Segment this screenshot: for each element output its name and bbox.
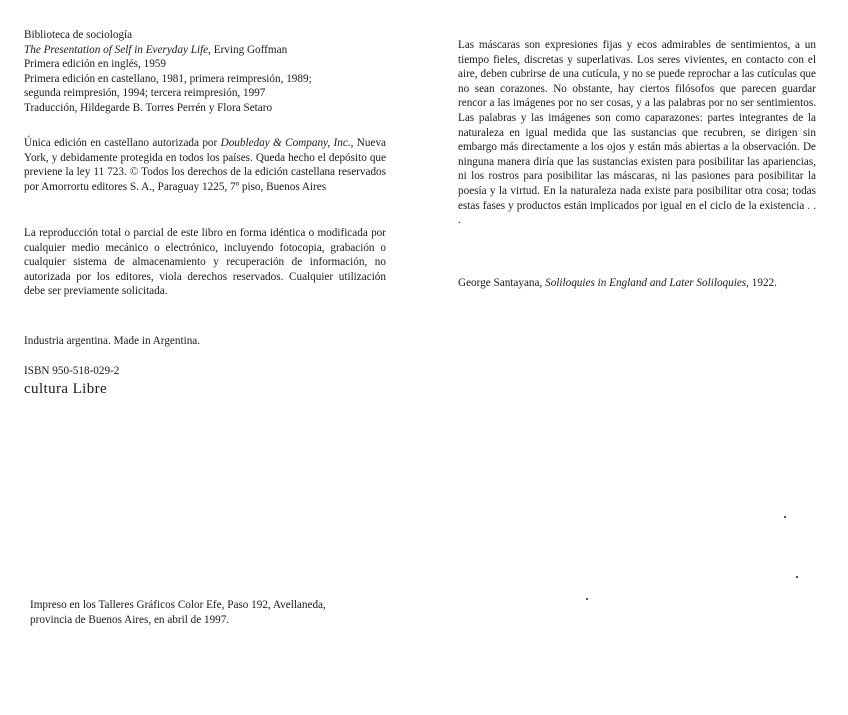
- translation-credit: Traducción, Hildegarde B. Torres Perrén y Flora Setaro: [24, 101, 273, 114]
- industry-text: Industria argentina. Made in Argentina.: [24, 335, 201, 347]
- printer-line-2: provincia de Buenos Aires, en abril de 1997.: [30, 613, 230, 626]
- rights-text-start: Única edición en castellano autorizada por: [24, 137, 221, 149]
- first-edition-english: Primera edición en inglés, 1959: [24, 58, 166, 71]
- attribution-work: Soliloquies in England and Later Soliloquies: [545, 277, 747, 289]
- credits-block: [24, 28, 394, 116]
- isbn-line: [24, 364, 386, 379]
- isbn-text: ISBN 950-518-029-2: [24, 365, 120, 377]
- epigraph-attribution: [458, 276, 816, 291]
- first-edition-spanish: Primera edición en castellano, 1981, primera reimpresión, 1989;: [24, 72, 312, 85]
- printer-line-1: Impreso en los Talleres Gráficos Color Efe, Paso 192, Avellaneda,: [30, 599, 326, 611]
- rights-text-end: , Nueva York, y debidamente protegida en todos los países. Queda hecho el depósito que previene la ley 11 723. © Todos los derechos de la edición castellana reservados por Amorrortu editores S. A., Paraguay 1225, 7º piso, Buenos Aires: [24, 137, 386, 193]
- original-title-line: [24, 43, 394, 58]
- scan-speck: [796, 576, 798, 578]
- author-name: , Erving Goffman: [208, 43, 288, 56]
- attribution-author: George Santayana,: [458, 277, 546, 289]
- original-title: The Presentation of Self in Everyday Life: [24, 43, 209, 56]
- reprint-info: segunda reimpresión, 1994; tercera reimpresión, 1997: [24, 87, 266, 100]
- scan-speck: [586, 598, 588, 600]
- industry-line: [24, 334, 386, 349]
- reproduction-text: La reproducción total o parcial de este libro en forma idéntica o modificada por cualquier medio mecánico o electrónico, incluyendo fotocopia, grabación o cualquier sistema de almacenamiento y recuperación de información, no autorizada por los editores, viola derechos reservados. Cualquier utilización debe ser previamente solicitada.: [24, 227, 386, 298]
- publisher-logo-text: cultura Libre: [24, 381, 108, 397]
- original-publisher: Doubleday & Company, Inc.: [220, 137, 351, 149]
- reproduction-notice: [24, 226, 386, 299]
- printer-colophon: [30, 598, 410, 627]
- collection-name: Biblioteca de sociología: [24, 29, 133, 41]
- epigraph-block: [458, 38, 816, 228]
- attribution-year: , 1922.: [746, 277, 777, 289]
- epigraph-text: Las máscaras son expresiones fijas y ecos admirables de sentimientos, a un tiempo fieles, discretas y superlativas. Los seres vivientes, en contacto con el aire, deben cubrirse de una cutícula, y no se puede reprochar a las cutículas que no sean corazones. No obstante, hay ciertos filósofos que parecen guardar rencor a las imágenes por no ser cosas, y a las palabras por no ser sentimientos. Las palabras y las imágenes son como caparazones: partes integrantes de la naturaleza en igual medida que las sustancias que recubren, se dirigen sin embargo más directamente a los ojos y están más abiertas a la observación. De ninguna manera diría que las sustancias existen para posibilitar las apariencias, ni los rostros para posibilitar las máscaras, ni las pasiones para posibilitar la poesía y la virtud. En la naturaleza nada existe para posibilitar otra cosa; todas estas fases y productos están implicados por igual en el ciclo de la existencia . . .: [458, 39, 816, 227]
- rights-paragraph: [24, 136, 386, 194]
- scan-speck: [784, 516, 786, 518]
- right-page: [424, 0, 848, 715]
